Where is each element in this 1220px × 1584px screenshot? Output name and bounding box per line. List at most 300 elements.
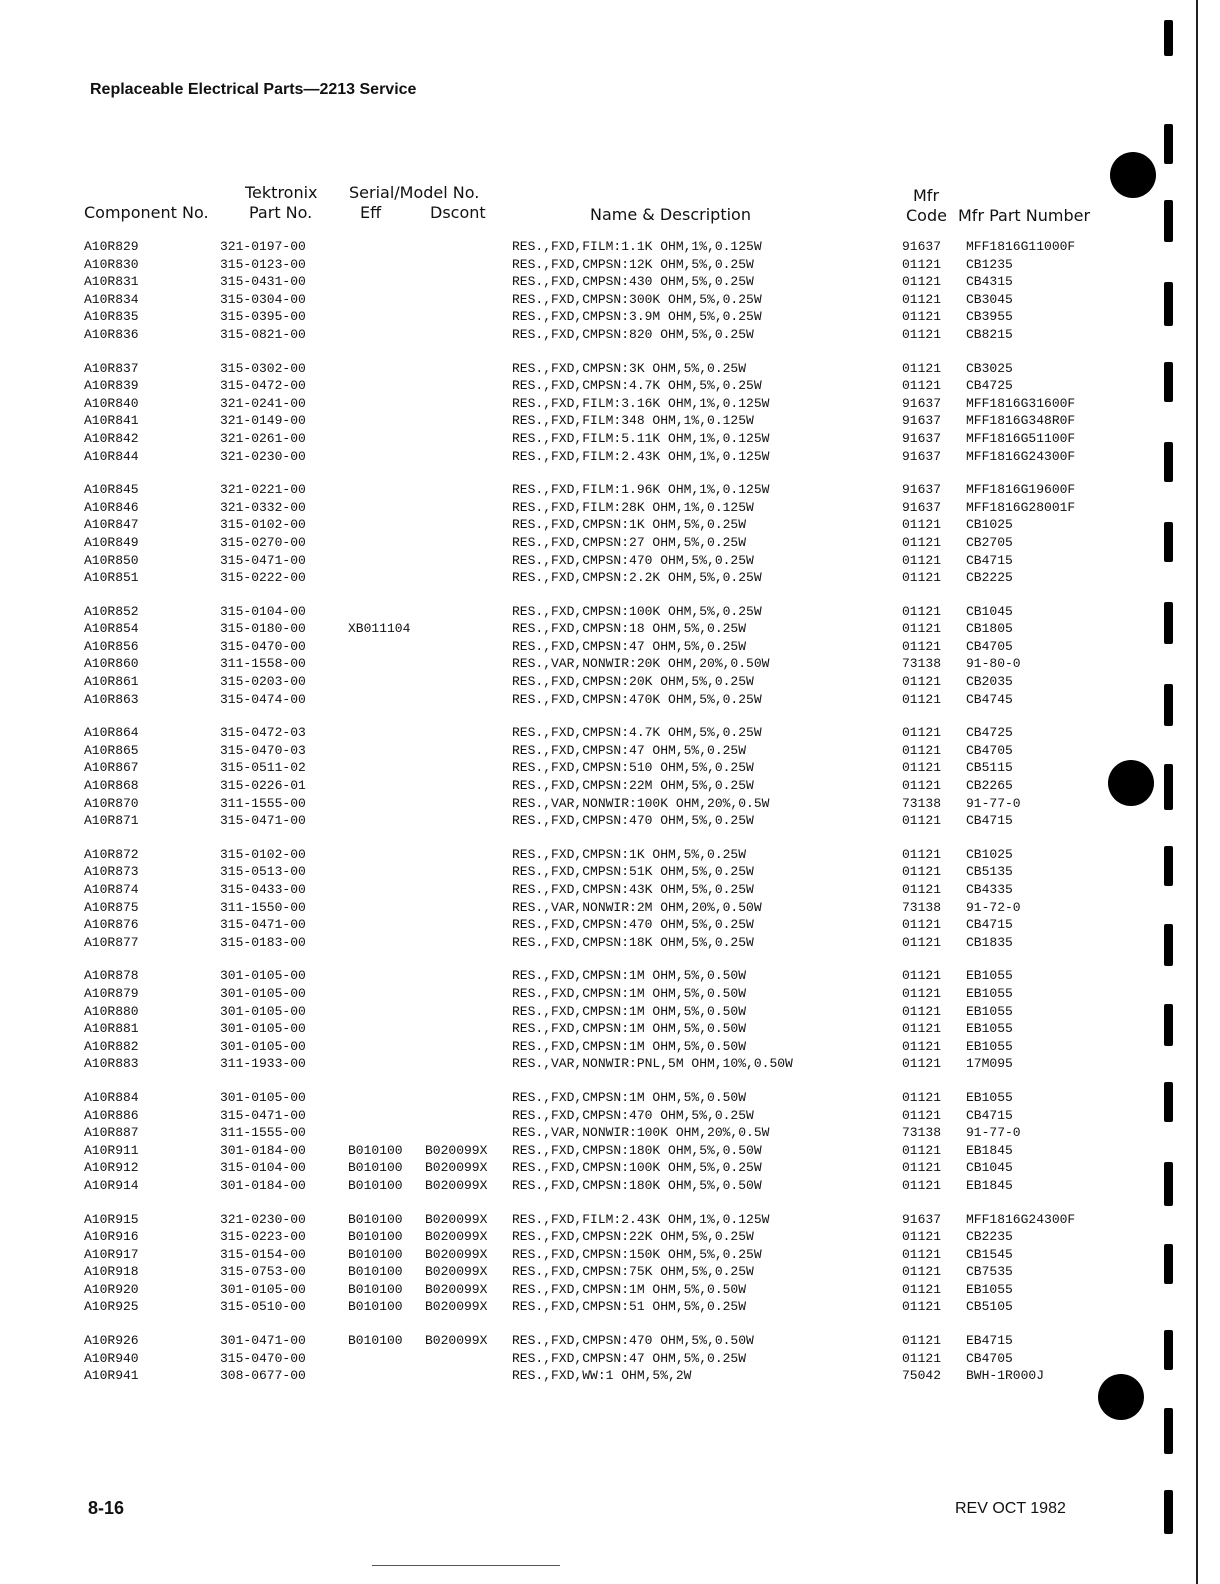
- mfr-part-number: EB4715: [966, 1333, 1013, 1349]
- mfr-code: 01121: [902, 517, 942, 533]
- mfr-part-number: CB2235: [966, 1229, 1013, 1245]
- mfr-code: 01121: [902, 570, 942, 586]
- component-no: A10R850: [84, 552, 139, 568]
- component-no: A10R916: [84, 1229, 139, 1245]
- mfr-code: 01121: [902, 326, 942, 342]
- tektronix-part-no: 321-0241-00: [220, 395, 306, 411]
- serial-eff: B010100: [348, 1211, 403, 1227]
- mfr-part-number: EB1845: [966, 1142, 1013, 1158]
- mfr-code: 01121: [902, 1177, 942, 1193]
- name-description: RES.,FXD,CMPSN:470 OHM,5%,0.25W: [512, 552, 754, 568]
- table-row: [0, 691, 1220, 709]
- header-name-description: Name & Description: [590, 205, 751, 224]
- component-no: A10R854: [84, 621, 139, 637]
- name-description: RES.,FXD,CMPSN:820 OHM,5%,0.25W: [512, 326, 754, 342]
- table-row: [0, 291, 1220, 309]
- edge-mark: [1164, 442, 1173, 482]
- mfr-code: 73138: [902, 656, 942, 672]
- tektronix-part-no: 315-0510-00: [220, 1299, 306, 1315]
- mfr-code: 01121: [902, 1056, 942, 1072]
- mfr-part-number: CB4715: [966, 813, 1013, 829]
- mfr-part-number: EB1055: [966, 1003, 1013, 1019]
- edge-mark: [1164, 362, 1173, 402]
- component-no: A10R865: [84, 742, 139, 758]
- table-row: [0, 1124, 1220, 1142]
- mfr-code: 01121: [902, 917, 942, 933]
- name-description: RES.,FXD,CMPSN:470 OHM,5%,0.25W: [512, 1107, 754, 1123]
- component-no: A10R882: [84, 1038, 139, 1054]
- name-description: RES.,VAR,NONWIR:100K OHM,20%,0.5W: [512, 1125, 770, 1141]
- mfr-part-number: MFF1816G28001F: [966, 499, 1076, 515]
- tektronix-part-no: 311-1558-00: [220, 656, 306, 672]
- table-row: [0, 985, 1220, 1003]
- name-description: RES.,FXD,CMPSN:1M OHM,5%,0.50W: [512, 1021, 747, 1037]
- mfr-part-number: MFF1816G11000F: [966, 239, 1076, 254]
- component-no: A10R886: [84, 1107, 139, 1123]
- tektronix-part-no: 315-0753-00: [220, 1264, 306, 1280]
- edge-mark: [1164, 684, 1173, 726]
- name-description: RES.,FXD,CMPSN:2.2K OHM,5%,0.25W: [512, 570, 762, 586]
- mfr-code: 01121: [902, 691, 942, 707]
- table-row: [0, 552, 1220, 570]
- name-description: RES.,FXD,CMPSN:100K OHM,5%,0.25W: [512, 1160, 762, 1176]
- table-row: [0, 412, 1220, 430]
- table-row: [0, 1211, 1220, 1229]
- tektronix-part-no: 311-1555-00: [220, 795, 306, 811]
- component-no: A10R873: [84, 864, 139, 880]
- tektronix-part-no: 315-0302-00: [220, 360, 306, 376]
- tektronix-part-no: 315-0513-00: [220, 864, 306, 880]
- name-description: RES.,FXD,CMPSN:3K OHM,5%,0.25W: [512, 360, 747, 376]
- table-row: [0, 603, 1220, 621]
- mfr-part-number: CB1545: [966, 1246, 1013, 1262]
- tektronix-part-no: 315-0470-00: [220, 638, 306, 654]
- header-component-no: Component No.: [84, 203, 209, 222]
- mfr-part-number: CB5105: [966, 1299, 1013, 1315]
- component-no: A10R844: [84, 448, 139, 464]
- mfr-part-number: CB1835: [966, 934, 1013, 950]
- name-description: RES.,FXD,CMPSN:3.9M OHM,5%,0.25W: [512, 309, 762, 325]
- table-row: [0, 395, 1220, 413]
- mfr-part-number: 91-72-0: [966, 899, 1021, 915]
- mfr-code: 01121: [902, 621, 942, 637]
- component-no: A10R879: [84, 985, 139, 1001]
- table-row: [0, 916, 1220, 934]
- tektronix-part-no: 311-1550-00: [220, 899, 306, 915]
- table-row: [0, 812, 1220, 830]
- header-mfr: Mfr: [913, 186, 940, 205]
- name-description: RES.,FXD,CMPSN:150K OHM,5%,0.25W: [512, 1246, 762, 1262]
- component-no: A10R876: [84, 917, 139, 933]
- table-row: [0, 516, 1220, 534]
- row-group: [0, 1332, 1220, 1385]
- mfr-part-number: CB5115: [966, 760, 1013, 776]
- table-row: [0, 1020, 1220, 1038]
- table-row: [0, 1228, 1220, 1246]
- component-no: A10R914: [84, 1177, 139, 1193]
- table-row: [0, 967, 1220, 985]
- mfr-part-number: EB1055: [966, 1038, 1013, 1054]
- mfr-part-number: CB4705: [966, 742, 1013, 758]
- page-number: 8-16: [88, 1498, 125, 1518]
- component-no: A10R881: [84, 1021, 139, 1037]
- tektronix-part-no: 308-0677-00: [220, 1368, 306, 1384]
- table-row: [0, 881, 1220, 899]
- name-description: RES.,FXD,CMPSN:18K OHM,5%,0.25W: [512, 934, 754, 950]
- mfr-code: 01121: [902, 1264, 942, 1280]
- name-description: RES.,FXD,CMPSN:1M OHM,5%,0.50W: [512, 1003, 747, 1019]
- mfr-part-number: MFF1816G51100F: [966, 430, 1076, 446]
- mfr-code: 01121: [902, 934, 942, 950]
- tektronix-part-no: 321-0221-00: [220, 482, 306, 498]
- component-no: A10R834: [84, 291, 139, 307]
- edge-mark: [1164, 1330, 1173, 1370]
- margin-rule: [1196, 0, 1198, 1584]
- tektronix-part-no: 321-0261-00: [220, 430, 306, 446]
- name-description: RES.,FXD,CMPSN:47 OHM,5%,0.25W: [512, 742, 747, 758]
- tektronix-part-no: 315-0180-00: [220, 621, 306, 637]
- mfr-part-number: 91-77-0: [966, 795, 1021, 811]
- mfr-part-number: CB3045: [966, 291, 1013, 307]
- serial-dscont: B020099X: [425, 1246, 488, 1262]
- name-description: RES.,FXD,CMPSN:470K OHM,5%,0.25W: [512, 691, 762, 707]
- mfr-code: 73138: [902, 795, 942, 811]
- component-no: A10R856: [84, 638, 139, 654]
- component-no: A10R863: [84, 691, 139, 707]
- name-description: RES.,FXD,CMPSN:1M OHM,5%,0.50W: [512, 985, 747, 1001]
- mfr-part-number: CB4745: [966, 691, 1013, 707]
- mfr-part-number: CB2225: [966, 570, 1013, 586]
- name-description: RES.,FXD,CMPSN:18 OHM,5%,0.25W: [512, 621, 747, 637]
- binder-hole-mark: [1108, 760, 1154, 806]
- header-serial-model: Serial/Model No.: [349, 183, 480, 202]
- component-no: A10R835: [84, 309, 139, 325]
- serial-dscont: B020099X: [425, 1142, 488, 1158]
- mfr-code: 01121: [902, 674, 942, 690]
- mfr-code: 75042: [902, 1368, 942, 1384]
- mfr-part-number: EB1055: [966, 1281, 1013, 1297]
- table-row: [0, 795, 1220, 813]
- serial-eff: B010100: [348, 1160, 403, 1176]
- name-description: RES.,FXD,CMPSN:180K OHM,5%,0.50W: [512, 1177, 762, 1193]
- component-no: A10R831: [84, 274, 139, 290]
- mfr-code: 01121: [902, 1246, 942, 1262]
- mfr-code: 01121: [902, 882, 942, 897]
- name-description: RES.,FXD,CMPSN:27 OHM,5%,0.25W: [512, 534, 747, 550]
- serial-eff: B010100: [348, 1177, 403, 1193]
- name-description: RES.,FXD,CMPSN:47 OHM,5%,0.25W: [512, 1350, 747, 1366]
- row-group: [0, 846, 1220, 952]
- tektronix-part-no: 315-0431-00: [220, 274, 306, 290]
- table-row: [0, 655, 1220, 673]
- table-row: [0, 1107, 1220, 1125]
- mfr-part-number: CB1045: [966, 603, 1013, 619]
- tektronix-part-no: 315-0471-00: [220, 813, 306, 829]
- table-row: [0, 326, 1220, 344]
- tektronix-part-no: 315-0471-00: [220, 552, 306, 568]
- name-description: RES.,FXD,CMPSN:1M OHM,5%,0.50W: [512, 1281, 747, 1297]
- serial-dscont: B020099X: [425, 1281, 488, 1297]
- mfr-part-number: MFF1816G24300F: [966, 1211, 1076, 1227]
- serial-eff: B010100: [348, 1299, 403, 1315]
- row-group: [0, 967, 1220, 1073]
- name-description: RES.,FXD,FILM:3.16K OHM,1%,0.125W: [512, 395, 770, 411]
- table-row: [0, 1055, 1220, 1073]
- row-group: [0, 481, 1220, 587]
- mfr-code: 01121: [902, 291, 942, 307]
- tektronix-part-no: 315-0304-00: [220, 291, 306, 307]
- tektronix-part-no: 301-0184-00: [220, 1142, 306, 1158]
- table-row: [0, 569, 1220, 587]
- component-no: A10R872: [84, 846, 139, 862]
- mfr-part-number: MFF1816G19600F: [966, 482, 1076, 498]
- mfr-code: 01121: [902, 1299, 942, 1315]
- tektronix-part-no: 315-0471-00: [220, 1107, 306, 1123]
- tektronix-part-no: 315-0222-00: [220, 570, 306, 586]
- table-row: [0, 1298, 1220, 1316]
- mfr-part-number: CB7535: [966, 1264, 1013, 1280]
- serial-dscont: B020099X: [425, 1299, 488, 1315]
- name-description: RES.,FXD,CMPSN:180K OHM,5%,0.50W: [512, 1142, 762, 1158]
- name-description: RES.,FXD,CMPSN:470 OHM,5%,0.25W: [512, 813, 754, 829]
- row-group: [0, 603, 1220, 709]
- mfr-part-number: CB4715: [966, 917, 1013, 933]
- serial-dscont: B020099X: [425, 1229, 488, 1245]
- mfr-code: 01121: [902, 760, 942, 776]
- component-no: A10R940: [84, 1350, 139, 1366]
- table-row: [0, 499, 1220, 517]
- bottom-rule: [372, 1565, 560, 1566]
- tektronix-part-no: 321-0149-00: [220, 413, 306, 429]
- tektronix-part-no: 301-0105-00: [220, 968, 306, 984]
- component-no: A10R837: [84, 360, 139, 376]
- table-row: [0, 238, 1220, 256]
- edge-mark: [1164, 200, 1173, 242]
- mfr-code: 01121: [902, 1281, 942, 1297]
- edge-mark: [1164, 764, 1173, 810]
- table-row: [0, 430, 1220, 448]
- serial-eff: XB011104: [348, 621, 411, 637]
- tektronix-part-no: 315-0154-00: [220, 1246, 306, 1262]
- header-mfr-part-number: Mfr Part Number: [958, 206, 1091, 225]
- mfr-part-number: CB4725: [966, 725, 1013, 741]
- serial-eff: B010100: [348, 1281, 403, 1297]
- serial-dscont: B020099X: [425, 1160, 488, 1176]
- tektronix-part-no: 315-0102-00: [220, 846, 306, 862]
- table-row: [0, 481, 1220, 499]
- mfr-part-number: 91-80-0: [966, 656, 1021, 672]
- mfr-code: 91637: [902, 448, 942, 464]
- table-row: [0, 308, 1220, 326]
- component-no: A10R842: [84, 430, 139, 446]
- mfr-code: 91637: [902, 395, 942, 411]
- tektronix-part-no: 315-0511-02: [220, 760, 306, 776]
- edge-mark: [1164, 1004, 1173, 1046]
- mfr-code: 91637: [902, 499, 942, 515]
- row-group: [0, 724, 1220, 830]
- name-description: RES.,FXD,CMPSN:22K OHM,5%,0.25W: [512, 1229, 754, 1245]
- serial-dscont: B020099X: [425, 1211, 488, 1227]
- mfr-part-number: CB3025: [966, 360, 1013, 376]
- component-no: A10R917: [84, 1246, 139, 1262]
- serial-eff: B010100: [348, 1142, 403, 1158]
- mfr-part-number: CB4335: [966, 882, 1013, 897]
- mfr-code: 01121: [902, 985, 942, 1001]
- name-description: RES.,FXD,CMPSN:430 OHM,5%,0.25W: [512, 274, 754, 290]
- mfr-code: 01121: [902, 1107, 942, 1123]
- component-no: A10R911: [84, 1142, 139, 1158]
- name-description: RES.,FXD,CMPSN:4.7K OHM,5%,0.25W: [512, 378, 762, 394]
- tektronix-part-no: 315-0270-00: [220, 534, 306, 550]
- mfr-part-number: CB4705: [966, 638, 1013, 654]
- component-no: A10R912: [84, 1160, 139, 1176]
- mfr-code: 91637: [902, 413, 942, 429]
- name-description: RES.,FXD,CMPSN:470 OHM,5%,0.25W: [512, 917, 754, 933]
- tektronix-part-no: 301-0105-00: [220, 1281, 306, 1297]
- mfr-part-number: EB1845: [966, 1177, 1013, 1193]
- table-row: [0, 620, 1220, 638]
- binder-hole-mark: [1098, 1374, 1144, 1420]
- table-row: [0, 448, 1220, 466]
- mfr-code: 01121: [902, 274, 942, 290]
- header-eff: Eff: [360, 203, 382, 222]
- tektronix-part-no: 321-0230-00: [220, 1211, 306, 1227]
- name-description: RES.,FXD,CMPSN:4.7K OHM,5%,0.25W: [512, 725, 762, 741]
- tektronix-part-no: 315-0395-00: [220, 309, 306, 325]
- revision-date: REV OCT 1982: [955, 1500, 1066, 1517]
- mfr-code: 01121: [902, 1038, 942, 1054]
- tektronix-part-no: 301-0471-00: [220, 1333, 306, 1349]
- tektronix-part-no: 315-0471-00: [220, 917, 306, 933]
- component-no: A10R878: [84, 968, 139, 984]
- page-title: Replaceable Electrical Parts—2213 Service: [90, 81, 417, 98]
- table-row: [0, 759, 1220, 777]
- header-code: Code: [906, 206, 947, 225]
- table-row: [0, 1177, 1220, 1195]
- table-row: [0, 360, 1220, 378]
- serial-dscont: B020099X: [425, 1264, 488, 1280]
- component-no: A10R925: [84, 1299, 139, 1315]
- name-description: RES.,FXD,FILM:348 OHM,1%,0.125W: [512, 413, 754, 429]
- tektronix-part-no: 315-0470-03: [220, 742, 306, 758]
- name-description: RES.,FXD,FILM:1.96K OHM,1%,0.125W: [512, 482, 770, 498]
- table-row: [0, 377, 1220, 395]
- table-row: [0, 673, 1220, 691]
- name-description: RES.,FXD,CMPSN:20K OHM,5%,0.25W: [512, 674, 754, 690]
- tektronix-part-no: 315-0203-00: [220, 674, 306, 690]
- mfr-part-number: 17M095: [966, 1056, 1013, 1072]
- mfr-part-number: CB4715: [966, 1107, 1013, 1123]
- table-row: [0, 846, 1220, 864]
- table-row: [0, 742, 1220, 760]
- tektronix-part-no: 315-0472-00: [220, 378, 306, 394]
- mfr-code: 01121: [902, 534, 942, 550]
- name-description: RES.,FXD,CMPSN:43K OHM,5%,0.25W: [512, 882, 754, 897]
- edge-mark: [1164, 602, 1173, 644]
- mfr-part-number: CB1805: [966, 621, 1013, 637]
- component-no: A10R845: [84, 482, 139, 498]
- mfr-code: 01121: [902, 1229, 942, 1245]
- mfr-part-number: CB4725: [966, 378, 1013, 394]
- mfr-part-number: EB1055: [966, 1089, 1013, 1105]
- table-row: [0, 1159, 1220, 1177]
- name-description: RES.,FXD,FILM:2.43K OHM,1%,0.125W: [512, 448, 770, 464]
- mfr-code: 73138: [902, 899, 942, 915]
- name-description: RES.,FXD,CMPSN:1M OHM,5%,0.50W: [512, 968, 747, 984]
- mfr-part-number: CB3955: [966, 309, 1013, 325]
- mfr-part-number: CB1025: [966, 517, 1013, 533]
- edge-mark: [1164, 924, 1173, 966]
- mfr-part-number: CB5135: [966, 864, 1013, 880]
- tektronix-part-no: 315-0104-00: [220, 603, 306, 619]
- mfr-part-number: CB1235: [966, 256, 1013, 272]
- mfr-part-number: CB2705: [966, 534, 1013, 550]
- tektronix-part-no: 321-0332-00: [220, 499, 306, 515]
- tektronix-part-no: 301-0105-00: [220, 1021, 306, 1037]
- table-row: [0, 1263, 1220, 1281]
- row-group: [0, 360, 1220, 466]
- edge-mark: [1164, 1408, 1173, 1454]
- tektronix-part-no: 301-0105-00: [220, 1003, 306, 1019]
- component-no: A10R867: [84, 760, 139, 776]
- component-no: A10R883: [84, 1056, 139, 1072]
- tektronix-part-no: 315-0470-00: [220, 1350, 306, 1366]
- edge-mark: [1164, 846, 1173, 886]
- mfr-code: 01121: [902, 1160, 942, 1176]
- mfr-code: 01121: [902, 725, 942, 741]
- mfr-part-number: MFF1816G348R0F: [966, 413, 1076, 429]
- tektronix-part-no: 311-1933-00: [220, 1056, 306, 1072]
- table-row: [0, 934, 1220, 952]
- component-no: A10R847: [84, 517, 139, 533]
- mfr-code: 01121: [902, 1333, 942, 1349]
- table-row: [0, 1142, 1220, 1160]
- name-description: RES.,FXD,CMPSN:1K OHM,5%,0.25W: [512, 517, 747, 533]
- table-row: [0, 1003, 1220, 1021]
- table-row: [0, 777, 1220, 795]
- component-no: A10R880: [84, 1003, 139, 1019]
- mfr-code: 01121: [902, 603, 942, 619]
- component-no: A10R841: [84, 413, 139, 429]
- mfr-code: 01121: [902, 1021, 942, 1037]
- component-no: A10R830: [84, 256, 139, 272]
- mfr-part-number: CB4315: [966, 274, 1013, 290]
- edge-mark: [1164, 1244, 1173, 1284]
- component-no: A10R918: [84, 1264, 139, 1280]
- name-description: RES.,FXD,CMPSN:75K OHM,5%,0.25W: [512, 1264, 754, 1280]
- table-row: [0, 863, 1220, 881]
- name-description: RES.,FXD,FILM:5.11K OHM,1%,0.125W: [512, 430, 770, 446]
- edge-mark: [1164, 124, 1173, 164]
- mfr-code: 01121: [902, 778, 942, 794]
- name-description: RES.,FXD,CMPSN:51 OHM,5%,0.25W: [512, 1299, 747, 1315]
- name-description: RES.,VAR,NONWIR:20K OHM,20%,0.50W: [512, 656, 770, 672]
- row-group: [0, 1089, 1220, 1195]
- mfr-code: 91637: [902, 239, 942, 254]
- mfr-part-number: BWH-1R000J: [966, 1368, 1045, 1384]
- table-row: [0, 1367, 1220, 1385]
- mfr-part-number: CB4715: [966, 552, 1013, 568]
- mfr-code: 01121: [902, 378, 942, 394]
- mfr-code: 01121: [902, 309, 942, 325]
- name-description: RES.,FXD,CMPSN:47 OHM,5%,0.25W: [512, 638, 747, 654]
- component-no: A10R887: [84, 1125, 139, 1141]
- name-description: RES.,FXD,FILM:28K OHM,1%,0.125W: [512, 499, 754, 515]
- mfr-part-number: MFF1816G31600F: [966, 395, 1076, 411]
- mfr-part-number: EB1055: [966, 1021, 1013, 1037]
- mfr-part-number: 91-77-0: [966, 1125, 1021, 1141]
- mfr-part-number: CB2265: [966, 778, 1013, 794]
